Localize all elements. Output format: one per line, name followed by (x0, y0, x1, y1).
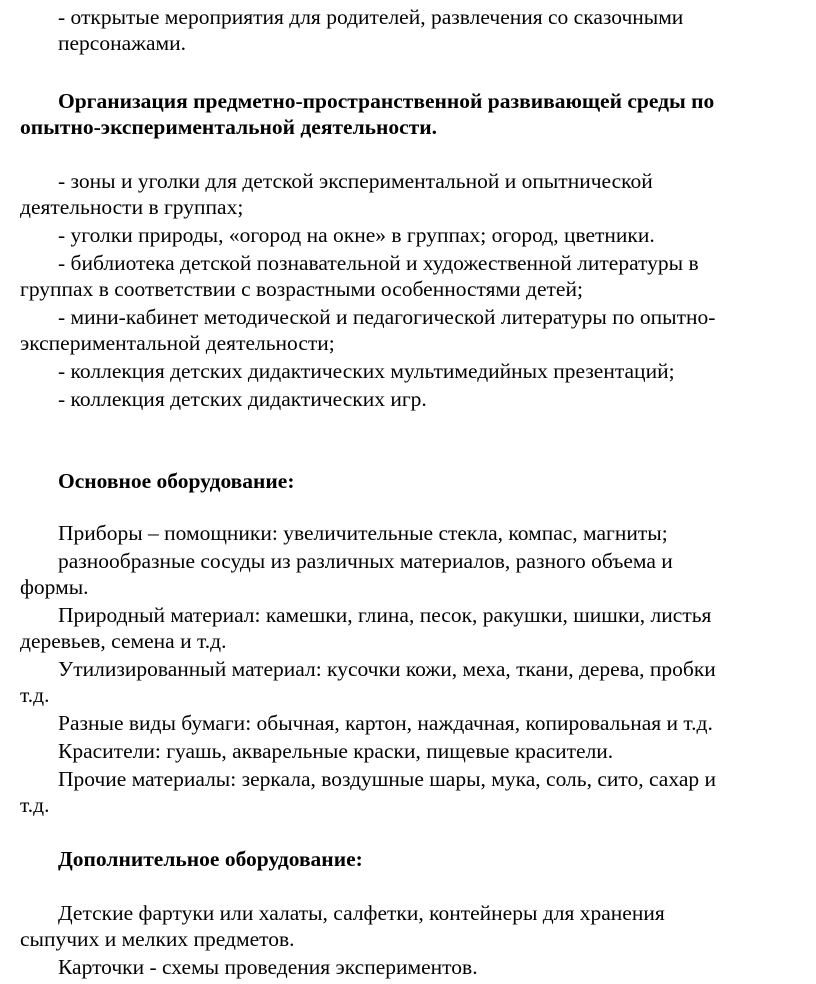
environment-item: - мини-кабинет методической и педагогической литературы по опытно- (58, 305, 716, 329)
main-equipment-line: Прочие материалы: зеркала, воздушные шары, мука, соль, сито, сахар и (58, 767, 716, 791)
main-equipment-line: деревьев, семена и т.д. (20, 629, 227, 653)
main-equipment-line: Природный материал: камешки, глина, песок, ракушки, шишки, листья (58, 603, 712, 627)
environment-item: - коллекция детских дидактических игр. (58, 387, 427, 411)
main-equipment-line: Разные виды бумаги: обычная, картон, наждачная, копировальная и т.д. (58, 711, 713, 735)
main-equipment-line: формы. (20, 575, 89, 599)
main-equipment-line: т.д. (20, 793, 50, 817)
main-equipment-line: Приборы – помощники: увеличительные стекла, компас, магниты; (58, 521, 668, 545)
environment-item: - зоны и уголки для детской экспериментальной и опытнической (58, 169, 653, 193)
environment-item: - уголки природы, «огород на окне» в группах; огород, цветники. (58, 223, 655, 247)
extra-equipment-line: Карточки - схемы проведения экспериментов. (58, 955, 478, 979)
environment-item: - коллекция детских дидактических мультимедийных презентаций; (58, 359, 675, 383)
extra-equipment-line: Детские фартуки или халаты, салфетки, контейнеры для хранения (58, 901, 665, 925)
extra-equipment-heading: Дополнительное оборудование: (58, 847, 363, 871)
main-equipment-line: т.д. (20, 683, 50, 707)
environment-heading: Организация предметно-пространственной развивающей среды по (58, 89, 715, 113)
intro-line: - открытые мероприятия для родителей, развлечения со сказочными (58, 5, 684, 29)
intro-line: персонажами. (58, 31, 187, 55)
environment-item: деятельности в группах; (20, 195, 244, 219)
environment-item: - библиотека детской познавательной и художественной литературы в (58, 251, 699, 275)
environment-item: экспериментальной деятельности; (20, 331, 335, 355)
main-equipment-line: Красители: гуашь, акварельные краски, пищевые красители. (58, 739, 614, 763)
main-equipment-heading: Основное оборудование: (58, 469, 295, 493)
environment-item: группах в соответствии с возрастными особенностями детей; (20, 277, 583, 301)
extra-equipment-line: сыпучих и мелких предметов. (20, 927, 295, 951)
environment-heading: опытно-экспериментальной деятельности. (20, 115, 438, 139)
main-equipment-line: разнообразные сосуды из различных материалов, разного объема и (58, 549, 673, 573)
main-equipment-line: Утилизированный материал: кусочки кожи, меха, ткани, дерева, пробки (58, 657, 716, 681)
